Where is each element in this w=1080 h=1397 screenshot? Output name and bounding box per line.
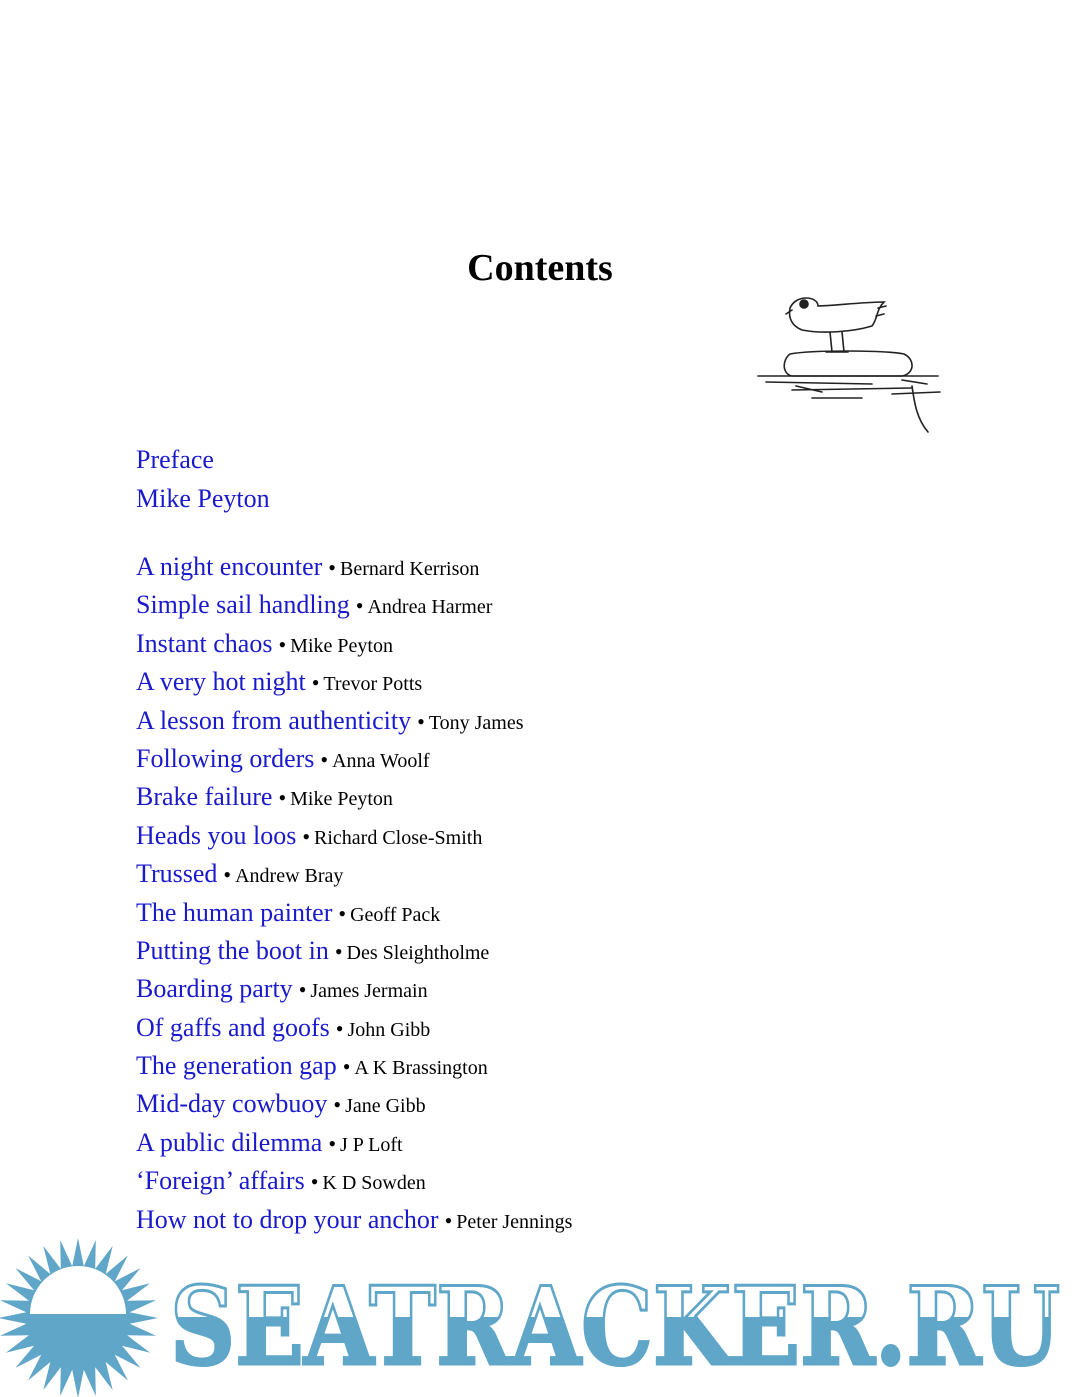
contents-entry	[136, 970, 1036, 1008]
contents-entry	[136, 932, 1036, 970]
bullet-separator: •	[355, 593, 364, 619]
entry-title-link[interactable]: Boarding party	[136, 974, 293, 1004]
entry-author: J P Loft	[340, 1133, 403, 1156]
bullet-separator: •	[335, 1015, 344, 1041]
bullet-separator: •	[328, 555, 336, 580]
entry-title-link[interactable]: Mid-day cowbuoy	[136, 1089, 328, 1119]
contents-entry	[136, 894, 1036, 932]
entry-title-link[interactable]: The human painter	[136, 897, 333, 927]
contents-entry	[136, 663, 1036, 701]
entry-author: John Gibb	[347, 1018, 431, 1041]
entry-author: Andrew Bray	[235, 865, 344, 888]
contents-entry	[136, 1162, 1036, 1200]
contents-entry	[136, 817, 1036, 855]
entry-author: Richard Close-Smith	[314, 826, 483, 849]
entry-title-link[interactable]: Simple sail handling	[136, 590, 350, 620]
contents-entry	[136, 778, 1036, 816]
bullet-separator: •	[302, 823, 311, 849]
bullet-separator: •	[320, 746, 329, 772]
bullet-separator: •	[338, 900, 347, 926]
contents-list	[136, 548, 1036, 1239]
contents-entry	[136, 1201, 1036, 1239]
entry-author: Bernard Kerrison	[340, 558, 480, 580]
entry-author: Trevor Potts	[323, 673, 423, 696]
entry-author: James Jermain	[310, 980, 428, 1003]
bullet-separator: •	[417, 708, 425, 734]
entry-title-link[interactable]: Heads you loos	[136, 820, 297, 850]
sun-over-sea-icon	[0, 1238, 158, 1397]
entry-title-link[interactable]: A lesson from authenticity	[136, 705, 412, 735]
watermark-text: SEATRACKER.RU	[170, 1264, 1060, 1390]
contents-entry	[136, 1009, 1036, 1047]
seagull-on-fender-sketch	[752, 290, 947, 435]
entry-author: Anna Woolf	[332, 749, 430, 772]
entry-author: K D Sowden	[322, 1172, 426, 1195]
entry-title-link[interactable]: Brake failure	[136, 782, 273, 812]
entry-author: Mike Peyton	[290, 788, 393, 811]
bullet-separator: •	[298, 977, 307, 1003]
entry-title-link[interactable]: Instant chaos	[136, 628, 273, 658]
entry-title-link[interactable]: Of gaffs and goofs	[136, 1012, 330, 1042]
contents-entry	[136, 1124, 1036, 1162]
entry-title-link[interactable]: A public dilemma	[136, 1127, 323, 1157]
bullet-separator: •	[223, 862, 232, 888]
bullet-separator: •	[334, 938, 343, 964]
entry-author: Andrea Harmer	[367, 596, 493, 619]
entry-title-link[interactable]: ‘Foreign’ affairs	[136, 1166, 305, 1196]
page-title: Contents	[467, 247, 613, 289]
preface-link[interactable]: Preface	[136, 445, 214, 474]
preface-block	[136, 440, 1036, 518]
entry-title-link[interactable]: A night encounter	[136, 552, 323, 581]
bullet-separator: •	[278, 785, 287, 811]
entry-author: Tony James	[428, 711, 524, 734]
preface-author-link[interactable]: Mike Peyton	[136, 484, 270, 513]
bullet-separator: •	[333, 1092, 342, 1118]
entry-author: Des Sleightholme	[346, 941, 490, 964]
entry-author: Mike Peyton	[290, 634, 393, 657]
seatracker-watermark	[0, 1236, 1080, 1397]
entry-title-link[interactable]: Following orders	[136, 743, 315, 773]
entry-title-link[interactable]: Putting the boot in	[136, 935, 329, 965]
entry-title-link[interactable]: Trussed	[136, 859, 218, 889]
entry-title-link[interactable]: The generation gap	[136, 1051, 337, 1081]
bullet-separator: •	[328, 1130, 337, 1156]
table-of-contents	[136, 440, 1036, 1239]
entry-title-link[interactable]: A very hot night	[136, 667, 306, 697]
bullet-separator: •	[342, 1054, 351, 1080]
contents-entry	[136, 1085, 1036, 1123]
entry-author: Peter Jennings	[456, 1210, 573, 1233]
entry-author: Geoff Pack	[350, 903, 441, 926]
entry-author: Jane Gibb	[345, 1095, 426, 1118]
contents-entry	[136, 548, 1036, 586]
bullet-separator: •	[310, 1169, 319, 1195]
contents-entry	[136, 740, 1036, 778]
bullet-separator: •	[444, 1207, 453, 1233]
contents-entry	[136, 855, 1036, 893]
entry-author: A K Brassington	[354, 1057, 488, 1080]
contents-entry	[136, 625, 1036, 663]
bullet-separator: •	[278, 631, 287, 657]
contents-entry	[136, 702, 1036, 740]
contents-entry	[136, 1047, 1036, 1085]
bullet-separator: •	[311, 670, 320, 696]
entry-title-link[interactable]: How not to drop your anchor	[136, 1204, 439, 1234]
contents-entry	[136, 586, 1036, 624]
